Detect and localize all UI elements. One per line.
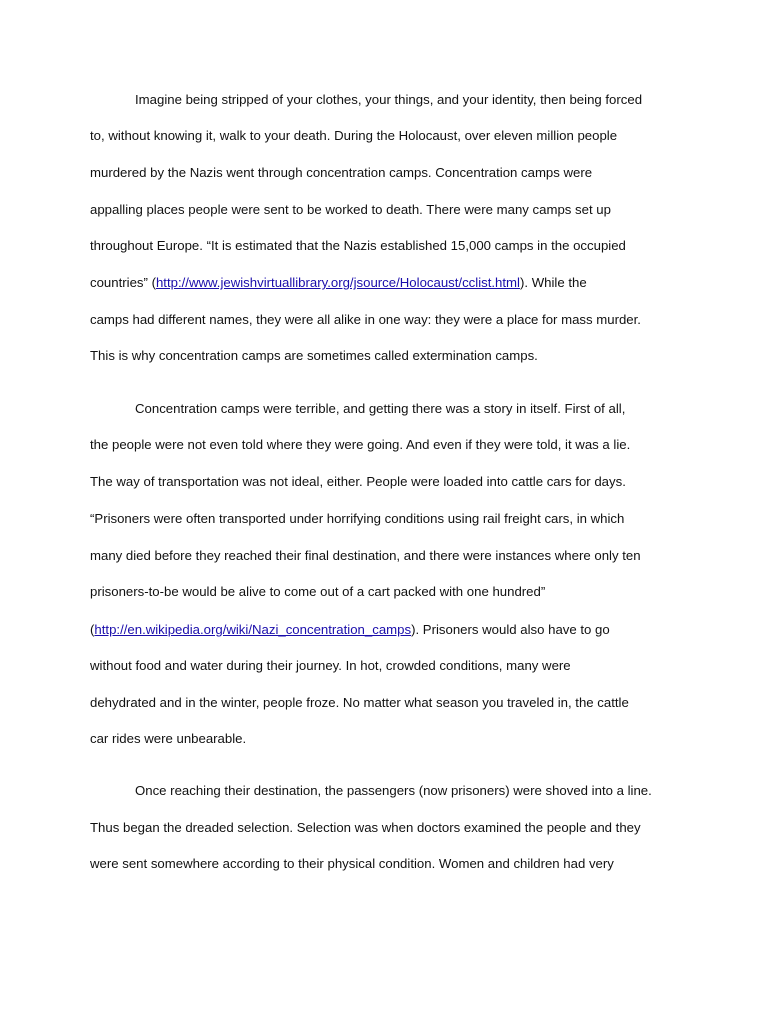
text-segment: ( [90,622,95,637]
paragraph-1-line-2: to, without knowing it, walk to your death. During the Holocaust, over eleven million people [90,128,618,143]
paragraph-1-line-5: throughout Europe. “It is estimated that the Nazis established 15,000 camps in the occupied [90,238,626,253]
paragraph-2-line-2: the people were not even told where they were going. And even if they were told, it was a lie. [90,437,631,452]
paragraph-1-line-8: This is why concentration camps are sometimes called extermination camps. [90,348,538,363]
paragraph-3-line-2: Thus began the dreaded selection. Selection was when doctors examined the people and they [90,820,641,835]
paragraph-2-line-9: dehydrated and in the winter, people froze. No matter what season you traveled in, the cattle [90,695,629,710]
paragraph-2-line-1: Concentration camps were terrible, and getting there was a story in itself. First of all, [135,401,626,416]
paragraph-1-line-6 [90,273,587,293]
paragraph-3-line-3: were sent somewhere according to their physical condition. Women and children had very [90,856,614,871]
paragraph-1-line-4: appalling places people were sent to be worked to death. There were many camps set up [90,202,611,217]
paragraph-2-line-8: without food and water during their journey. In hot, crowded conditions, many were [90,658,571,673]
paragraph-2-line-6: prisoners-to-be would be alive to come out of a cart packed with one hundred” [90,584,546,599]
paragraph-2-line-10: car rides were unbearable. [90,731,247,746]
jewish-virtual-library-link[interactable]: http://www.jewishvirtuallibrary.org/jsource/Holocaust/cclist.html [155,275,520,290]
paragraph-1-line-7: camps had different names, they were all alike in one way: they were a place for mass murder. [90,312,641,327]
text-segment: ). While the [519,275,587,290]
text-segment: countries” ( [90,275,156,290]
paragraph-2-line-3: The way of transportation was not ideal, either. People were loaded into cattle cars for days. [90,474,626,489]
text-segment: ). Prisoners would also have to go [411,622,610,637]
wikipedia-link[interactable]: http://en.wikipedia.org/wiki/Nazi_concentration_camps [94,622,412,637]
paragraph-2-line-4: “Prisoners were often transported under horrifying conditions using rail freight cars, in which [90,511,625,526]
paragraph-2-line-5: many died before they reached their final destination, and there were instances where only ten [90,548,641,563]
paragraph-2-line-7 [90,620,610,640]
paragraph-1-line-3: murdered by the Nazis went through concentration camps. Concentration camps were [90,165,593,180]
paragraph-3-line-1: Once reaching their destination, the passengers (now prisoners) were shoved into a line. [135,783,652,798]
paragraph-1-line-1: Imagine being stripped of your clothes, your things, and your identity, then being forced [135,92,643,107]
